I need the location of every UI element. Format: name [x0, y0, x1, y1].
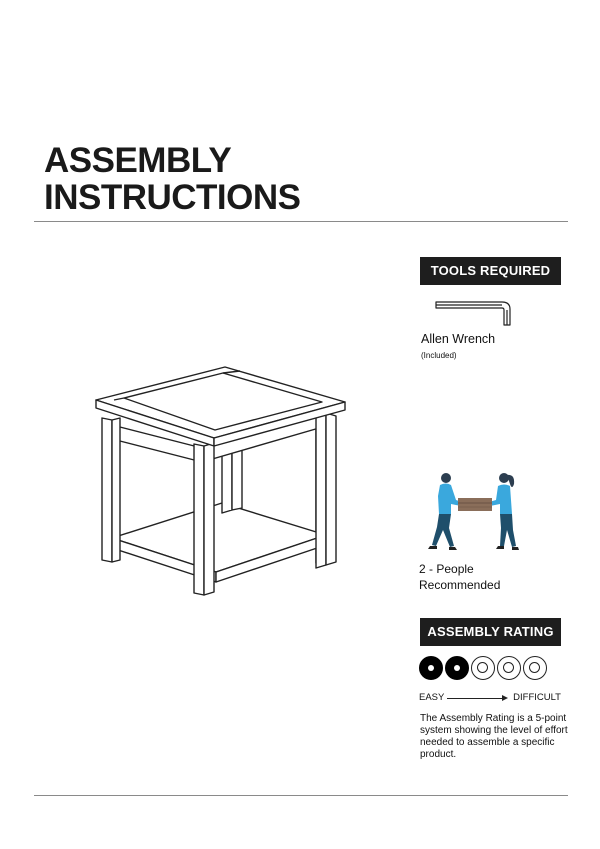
rating-dot-empty [523, 656, 547, 680]
end-table-illustration [90, 360, 350, 600]
easy-label: EASY [419, 692, 445, 703]
title-line-1: ASSEMBLY [44, 141, 232, 180]
rating-description: The Assembly Rating is a 5-point system showing the level of effort needed to assemble a specific product. [420, 713, 568, 760]
tool-name: Allen Wrench [421, 332, 496, 346]
rating-dot-filled [445, 656, 469, 680]
tool-note: (Included) [421, 351, 457, 360]
two-people-carrying-icon [418, 470, 530, 556]
people-count: 2 - People [419, 562, 474, 576]
difficult-label: DIFFICULT [513, 692, 561, 703]
bottom-divider [34, 795, 568, 796]
page-title [44, 142, 301, 216]
rating-dot-empty [497, 656, 521, 680]
assembly-rating-dots [419, 656, 549, 684]
tools-required-banner: TOOLS REQUIRED [420, 257, 561, 285]
top-divider [34, 221, 568, 222]
difficulty-scale [419, 692, 561, 706]
title-line-2: INSTRUCTIONS [44, 178, 301, 217]
rating-dot-empty [471, 656, 495, 680]
allen-wrench-icon [434, 298, 516, 328]
assembly-rating-banner: ASSEMBLY RATING [420, 618, 561, 646]
people-recommended-label: Recommended [419, 578, 501, 592]
arrow-right-icon [447, 698, 504, 699]
rating-dot-filled [419, 656, 443, 680]
people-recommendation [419, 561, 500, 593]
